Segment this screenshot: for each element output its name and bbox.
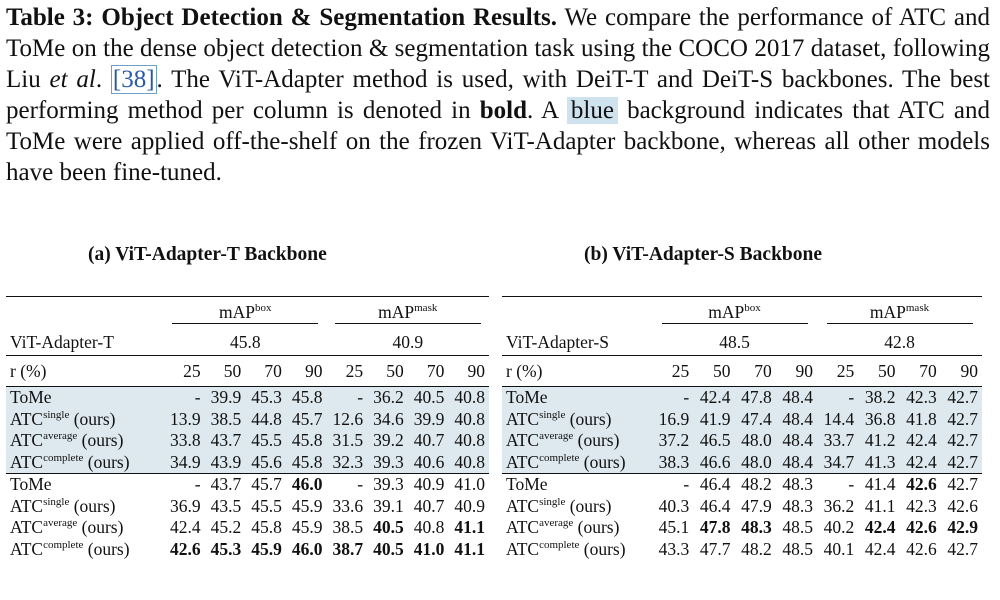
method-suffix: (ours) xyxy=(579,538,626,559)
method-name: ATC xyxy=(10,495,44,516)
caption-text: . xyxy=(95,66,111,93)
method-variant: complete xyxy=(539,538,580,551)
table-row xyxy=(502,474,982,496)
method-label xyxy=(502,474,652,496)
method-name: ATC xyxy=(506,495,540,516)
table-cell: 40.2 xyxy=(823,517,855,538)
r-value: 50 xyxy=(713,360,731,381)
table-row xyxy=(6,452,489,474)
table-cell: 34.6 xyxy=(367,409,408,431)
caption-etal: et al xyxy=(49,66,96,93)
table-cell: 33.7 xyxy=(817,430,858,452)
table-cell: 39.1 xyxy=(373,495,404,516)
method-suffix: (ours) xyxy=(69,495,116,516)
method-label xyxy=(6,409,164,431)
results-table-a xyxy=(6,296,489,560)
table-row xyxy=(502,387,982,409)
method-suffix: (ours) xyxy=(579,451,626,472)
table-cell: 46.0 xyxy=(291,538,323,559)
method-variant: average xyxy=(539,517,574,530)
table-cell: 42.6 xyxy=(947,495,978,516)
method-variant: average xyxy=(43,517,78,530)
method-label xyxy=(502,517,652,539)
table-cell: - xyxy=(683,474,690,495)
table-cell: 48.4 xyxy=(776,430,817,452)
baseline-box: 45.8 xyxy=(229,331,261,352)
table-cell: 43.9 xyxy=(205,452,246,474)
table-cell: - xyxy=(327,387,368,409)
table-cell: 45.1 xyxy=(658,517,690,538)
table-cell: 38.5 xyxy=(332,517,364,538)
caption-text: We compare the performance of ATC and ToMe on the dense object detection & segmentation task using the COCO 2017 dataset, following Liu xyxy=(6,4,990,93)
table-row xyxy=(6,496,489,518)
table-cell: 45.2 xyxy=(210,517,242,538)
baseline-mask: 40.9 xyxy=(392,331,424,352)
table-cell: 45.8 xyxy=(286,387,327,409)
table-cell: 45.9 xyxy=(291,517,323,538)
table-cell: 41.2 xyxy=(858,430,899,452)
table-cell: 41.1 xyxy=(864,495,896,516)
table-cell: 48.2 xyxy=(741,474,772,495)
r-value: 70 xyxy=(919,360,937,381)
header-spacer xyxy=(502,297,652,330)
r-value: 50 xyxy=(386,360,404,381)
table-cell: 42.7 xyxy=(941,409,982,431)
method-variant: average xyxy=(43,430,78,443)
table-cell: 45.5 xyxy=(245,430,286,452)
table-cell: 45.6 xyxy=(245,452,286,474)
method-variant: single xyxy=(43,495,70,508)
table-cell: 45.8 xyxy=(286,430,327,452)
table-cell: 12.6 xyxy=(327,409,368,431)
r-label: r (%) xyxy=(10,360,47,381)
method-name: ATC xyxy=(10,430,44,451)
method-name: ATC xyxy=(10,408,44,429)
caption-blue-highlight: blue xyxy=(567,97,618,124)
table-row xyxy=(502,496,982,518)
table-cell: 38.5 xyxy=(205,409,246,431)
table-row xyxy=(6,430,489,452)
method-name: ToMe xyxy=(10,387,52,408)
method-variant: complete xyxy=(43,538,84,551)
table-cell: 40.5 xyxy=(408,387,449,409)
table-cell: 46.5 xyxy=(693,430,734,452)
method-suffix: (ours) xyxy=(565,408,612,429)
table-row xyxy=(6,539,489,561)
r-value: 25 xyxy=(345,360,364,381)
method-name: ATC xyxy=(506,517,540,538)
table-cell: - xyxy=(357,474,364,495)
table-cell: 42.9 xyxy=(947,517,978,538)
table-cell: 39.3 xyxy=(373,474,404,495)
method-name: ATC xyxy=(506,430,540,451)
method-variant: single xyxy=(539,408,566,421)
r-value: 50 xyxy=(223,360,242,381)
method-name: ATC xyxy=(10,538,44,559)
method-name: ATC xyxy=(10,517,44,538)
table-cell: - xyxy=(848,474,855,495)
table-cell: 40.8 xyxy=(413,517,445,538)
table-cell: 36.9 xyxy=(170,495,201,516)
table-cell: 48.4 xyxy=(776,452,817,474)
header-spacer xyxy=(6,297,164,330)
table-cell: 39.3 xyxy=(367,452,408,474)
table-cell: 47.7 xyxy=(699,538,731,559)
metric-header-text xyxy=(827,302,973,324)
r-value: 90 xyxy=(467,360,485,381)
table-cell: 46.4 xyxy=(699,495,731,516)
table-cell: 48.3 xyxy=(741,517,772,538)
panel-a-title: (a) ViT-Adapter-T Backbone xyxy=(88,244,327,265)
table-cell: 38.7 xyxy=(332,538,364,559)
table-cell: 41.9 xyxy=(693,409,734,431)
table-cell: 47.8 xyxy=(735,387,776,409)
table-cell: 14.4 xyxy=(817,409,858,431)
table-cell: 39.9 xyxy=(408,409,449,431)
table-caption xyxy=(6,2,990,188)
method-label xyxy=(6,387,164,409)
table-cell: 42.6 xyxy=(170,538,201,559)
baseline-label: ViT-Adapter-S xyxy=(506,331,609,352)
table-cell: 42.3 xyxy=(906,495,937,516)
table-cell: 38.3 xyxy=(652,452,693,474)
table-cell: 36.8 xyxy=(858,409,899,431)
baseline-mask: 42.8 xyxy=(884,331,915,352)
method-name: ToMe xyxy=(10,474,52,495)
panel-b-title: (b) ViT-Adapter-S Backbone xyxy=(584,244,823,265)
table-cell: 40.5 xyxy=(373,538,404,559)
method-name: ToMe xyxy=(506,387,548,408)
method-suffix: (ours) xyxy=(69,408,116,429)
method-label xyxy=(502,430,652,452)
r-value: 25 xyxy=(183,360,201,381)
metric-name: mAP xyxy=(219,302,255,322)
table-cell: 45.7 xyxy=(251,474,282,495)
table-cell: 32.3 xyxy=(327,452,368,474)
method-label xyxy=(502,496,652,518)
r-value: 25 xyxy=(836,360,855,381)
table-cell: 47.4 xyxy=(735,409,776,431)
r-value: 70 xyxy=(426,360,445,381)
metric-header-text xyxy=(662,302,808,324)
table-cell: 45.9 xyxy=(251,538,282,559)
method-name: ToMe xyxy=(506,474,548,495)
table-cell: 40.7 xyxy=(413,495,445,516)
table-cell: - xyxy=(817,387,858,409)
method-label xyxy=(6,517,164,539)
table-cell: 13.9 xyxy=(164,409,205,431)
metric-superscript: mask xyxy=(905,302,930,315)
results-table-b xyxy=(502,296,982,560)
table-cell: 48.0 xyxy=(735,452,776,474)
method-suffix: (ours) xyxy=(77,430,124,451)
table-cell: 43.3 xyxy=(658,538,690,559)
caption-bold-word: bold xyxy=(479,97,527,124)
table-cell: 40.5 xyxy=(373,517,404,538)
caption-text: . The ViT-Adapter method is used, with DeiT-T and DeiT-S backbones. The best performing method per column is denoted in xyxy=(6,66,990,124)
table-cell: 48.5 xyxy=(782,538,813,559)
metric-header-text xyxy=(172,302,318,324)
table-cell: 45.3 xyxy=(245,387,286,409)
table-cell: 42.4 xyxy=(170,517,201,538)
table-row xyxy=(6,409,489,431)
table-cell: - xyxy=(164,387,205,409)
caption-text: background indicates that ATC and ToMe were applied off-the-shelf on the frozen ViT-Adapter backbone, whereas all other models have been fine-tuned. xyxy=(6,97,991,186)
table-cell: 41.8 xyxy=(900,409,941,431)
table-cell: 34.7 xyxy=(817,452,858,474)
table-cell: 42.4 xyxy=(900,430,941,452)
r-value: 90 xyxy=(795,360,813,381)
metric-mask-header xyxy=(327,297,490,330)
table-cell: 42.4 xyxy=(900,452,941,474)
table-cell: 40.3 xyxy=(658,495,690,516)
table-cell: 42.7 xyxy=(941,452,982,474)
table-cell: 40.9 xyxy=(454,495,485,516)
method-name: ATC xyxy=(10,451,44,472)
table-cell: 40.6 xyxy=(408,452,449,474)
method-suffix: (ours) xyxy=(77,517,124,538)
table-cell: 40.8 xyxy=(448,409,489,431)
table-row xyxy=(6,474,489,496)
method-variant: single xyxy=(539,495,566,508)
metric-name: mAP xyxy=(378,302,415,322)
table-cell: 41.1 xyxy=(454,517,485,538)
baseline-label: ViT-Adapter-T xyxy=(10,331,114,352)
table-row xyxy=(6,387,489,409)
table-cell: 36.2 xyxy=(823,495,855,516)
table-cell: 42.7 xyxy=(941,430,982,452)
table-cell: 38.2 xyxy=(858,387,899,409)
metric-mask-header xyxy=(817,297,982,330)
metric-box-header xyxy=(164,297,327,330)
table-row xyxy=(6,517,489,539)
table-cell: - xyxy=(652,387,693,409)
table-cell: 42.6 xyxy=(906,538,937,559)
method-label xyxy=(502,452,652,474)
method-suffix: (ours) xyxy=(83,538,130,559)
table-cell: 40.9 xyxy=(413,474,445,495)
table-cell: 37.2 xyxy=(652,430,693,452)
table-cell: 31.5 xyxy=(327,430,368,452)
table-cell: 48.5 xyxy=(782,517,813,538)
method-variant: single xyxy=(43,408,70,421)
table-row xyxy=(502,517,982,539)
method-name: ATC xyxy=(506,451,540,472)
method-label xyxy=(6,430,164,452)
r-label: r (%) xyxy=(506,360,543,381)
table-cell: 39.9 xyxy=(205,387,246,409)
table-cell: 45.8 xyxy=(251,517,282,538)
table-cell: 43.5 xyxy=(210,495,242,516)
table-row xyxy=(502,452,982,474)
table-row xyxy=(502,539,982,561)
r-value: 70 xyxy=(264,360,282,381)
caption-label: Table 3: Object Detection & Segmentation Results. xyxy=(6,4,558,31)
table-row xyxy=(502,430,982,452)
table-cell: 45.5 xyxy=(251,495,282,516)
table-cell: 40.8 xyxy=(448,430,489,452)
table-cell: 48.3 xyxy=(782,495,813,516)
metric-header-text xyxy=(335,302,481,324)
method-suffix: (ours) xyxy=(573,430,620,451)
method-name: ATC xyxy=(506,538,540,559)
table-cell: 42.6 xyxy=(906,474,937,495)
table-cell: 47.8 xyxy=(699,517,731,538)
table-cell: 33.6 xyxy=(332,495,364,516)
table-cell: 42.3 xyxy=(900,387,941,409)
table-cell: 41.3 xyxy=(858,452,899,474)
r-value: 90 xyxy=(305,360,323,381)
method-label xyxy=(502,409,652,431)
table-row xyxy=(502,409,982,431)
table-cell: 46.4 xyxy=(699,474,731,495)
method-label xyxy=(502,539,652,561)
table-cell: 43.7 xyxy=(210,474,242,495)
table-cell: 46.0 xyxy=(291,474,323,495)
table-cell: 45.8 xyxy=(286,452,327,474)
table-cell: 39.2 xyxy=(367,430,408,452)
metric-name: mAP xyxy=(869,302,906,322)
table-cell: 41.0 xyxy=(413,538,445,559)
table-cell: 41.1 xyxy=(454,538,485,559)
metric-superscript: box xyxy=(744,302,761,315)
table-cell: 48.4 xyxy=(776,409,817,431)
table-cell: 45.3 xyxy=(210,538,242,559)
table-cell: 41.4 xyxy=(864,474,896,495)
table-cell: 33.8 xyxy=(164,430,205,452)
table-cell: 40.7 xyxy=(408,430,449,452)
r-value: 90 xyxy=(960,360,978,381)
r-value: 25 xyxy=(671,360,690,381)
table-cell: 43.7 xyxy=(205,430,246,452)
r-value: 70 xyxy=(754,360,772,381)
table-cell: 42.4 xyxy=(864,538,896,559)
table-cell: 48.3 xyxy=(782,474,813,495)
metric-superscript: box xyxy=(254,302,272,315)
table-cell: 44.8 xyxy=(245,409,286,431)
method-suffix: (ours) xyxy=(83,451,130,472)
table-cell: 40.1 xyxy=(823,538,855,559)
table-cell: 34.9 xyxy=(164,452,205,474)
metric-name: mAP xyxy=(708,302,745,322)
table-cell: 42.6 xyxy=(906,517,937,538)
table-cell: 47.9 xyxy=(741,495,772,516)
method-name: ATC xyxy=(506,408,540,429)
method-label xyxy=(502,387,652,409)
method-label xyxy=(6,474,164,496)
table-cell: 42.7 xyxy=(947,538,978,559)
table-cell: 48.2 xyxy=(741,538,772,559)
table-cell: 45.7 xyxy=(286,409,327,431)
table-cell: - xyxy=(194,474,201,495)
table-cell: 41.0 xyxy=(454,474,485,495)
method-variant: complete xyxy=(43,451,84,464)
metric-box-header xyxy=(652,297,817,330)
method-suffix: (ours) xyxy=(573,517,620,538)
table-cell: 46.6 xyxy=(693,452,734,474)
caption-text: . A xyxy=(527,97,567,124)
method-suffix: (ours) xyxy=(565,495,612,516)
table-cell: 42.4 xyxy=(864,517,896,538)
method-label xyxy=(6,452,164,474)
table-cell: 42.7 xyxy=(941,387,982,409)
table-cell: 16.9 xyxy=(652,409,693,431)
r-value: 50 xyxy=(878,360,896,381)
method-label xyxy=(6,496,164,518)
table-cell: 45.9 xyxy=(291,495,323,516)
table-cell: 48.4 xyxy=(776,387,817,409)
method-variant: complete xyxy=(539,451,580,464)
table-cell: 42.4 xyxy=(693,387,734,409)
method-label xyxy=(6,539,164,561)
table-cell: 36.2 xyxy=(367,387,408,409)
metric-superscript: mask xyxy=(414,302,438,315)
table-cell: 40.8 xyxy=(448,387,489,409)
baseline-box: 48.5 xyxy=(719,331,750,352)
table-cell: 42.7 xyxy=(947,474,978,495)
method-variant: average xyxy=(539,430,574,443)
table-cell: 40.8 xyxy=(448,452,489,474)
table-cell: 48.0 xyxy=(735,430,776,452)
citation-link[interactable]: [38] xyxy=(112,66,155,93)
